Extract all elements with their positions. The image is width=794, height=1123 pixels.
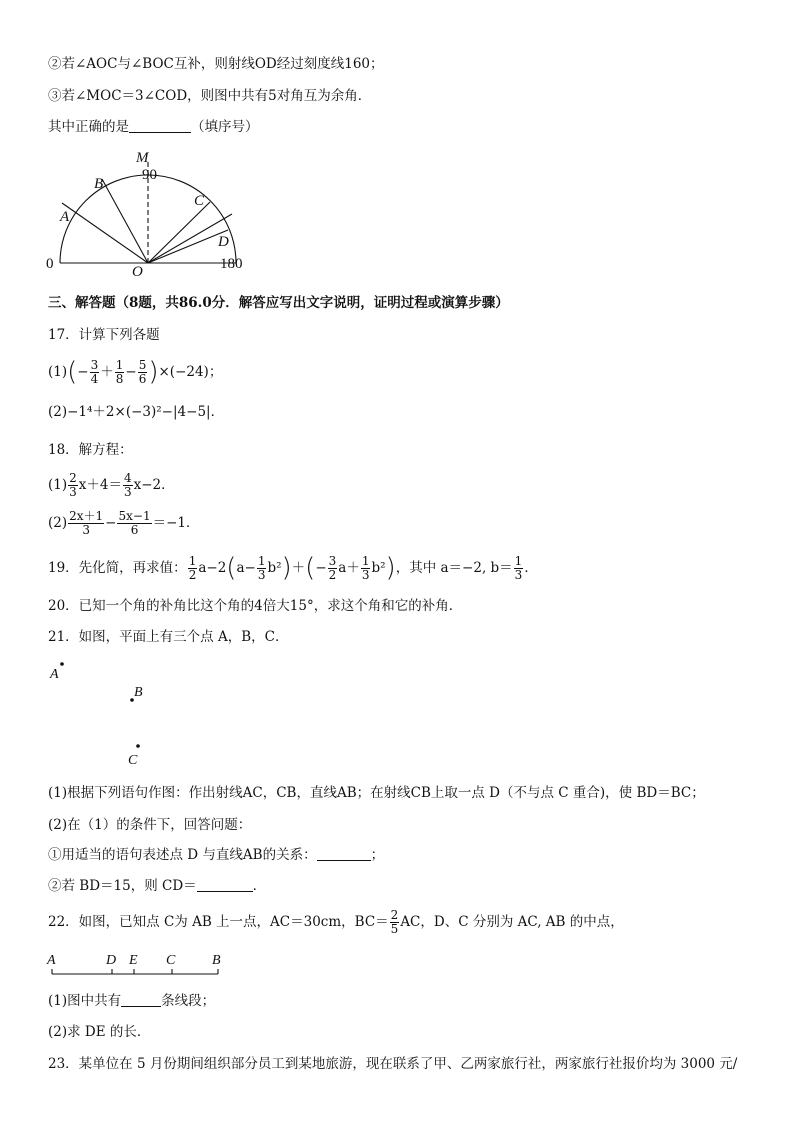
label-B: B xyxy=(94,176,104,192)
protractor-diagram xyxy=(40,146,260,276)
q19-frac-1-2: $\frac{1}{2}$ xyxy=(188,553,197,582)
q22-title-b: AC，D、C 分别为 AC, AB 的中点， xyxy=(400,914,624,930)
label-seg-E: E xyxy=(129,953,138,968)
label-90: 90 xyxy=(142,167,157,183)
q18-part2: (2) $\frac{2x+1}{3}$ − $\frac{5x-1}{6}$ ＝−1． xyxy=(48,508,200,537)
q21-sub2 xyxy=(48,876,266,896)
q19-frac-1-3: $\frac{1}{3}$ xyxy=(257,553,266,582)
q17-part1-tail: ×(−24)； xyxy=(158,364,223,380)
q22-part1 xyxy=(48,991,215,1011)
q21-title: 21．如图，平面上有三个点 A，B，C． xyxy=(48,629,289,645)
q17-right-paren: ) xyxy=(148,357,159,387)
q21-sub1-text: ①用适当的语句表述点 D 与直线AB的关系： xyxy=(48,847,317,863)
q22-part1-end: 条线段； xyxy=(161,993,216,1009)
q19-frac-3-2: $\frac{3}{2}$ xyxy=(328,553,337,582)
q19-end: ． xyxy=(524,560,538,576)
q17-frac-3-4: $\frac{3}{4}$ xyxy=(90,357,99,386)
label-seg-C: C xyxy=(166,953,176,968)
q18-frac-4-3: $\frac{4}{3}$ xyxy=(123,470,132,499)
q22-segment-diagram xyxy=(46,950,236,984)
q17-frac-5-6: $\frac{5}{6}$ xyxy=(138,357,147,386)
q21-sub1-end: ； xyxy=(370,847,385,863)
q22-title-a: 22．如图，已知点 C为 AB 上一点，AC＝30cm，BC＝ xyxy=(48,914,389,930)
q16-answer-blank[interactable] xyxy=(129,118,191,133)
q19-frac-1-3b: $\frac{1}{3}$ xyxy=(361,553,370,582)
ray-OB xyxy=(102,179,148,263)
q21-sub2-text: ②若 BD＝15，则 CD＝ xyxy=(48,878,197,894)
q16-answer-line xyxy=(48,117,259,137)
q18-part1-tail: x−2． xyxy=(133,477,175,493)
q21-sub1 xyxy=(48,845,384,865)
q19-prefix: 19．先化简，再求值： xyxy=(48,560,187,576)
ray-OA xyxy=(62,203,148,263)
q17-left-paren: ( xyxy=(67,357,78,387)
q17-frac-1-8: $\frac{1}{8}$ xyxy=(115,357,124,386)
q18-part2-tail: ＝−1． xyxy=(152,515,200,531)
q22-frac-2-5: $\frac{2}{5}$ xyxy=(390,907,399,936)
point-C xyxy=(136,744,140,748)
q17-part1: (1) ( − $\frac{3}{4}$ ＋ $\frac{1}{8}$ − $\frac{5}{6}$ ) ×(−24)； xyxy=(48,357,223,387)
q22-part1-blank[interactable] xyxy=(121,992,161,1007)
label-D: D xyxy=(218,234,229,250)
q19-condition: ，其中 a＝−2, b＝ xyxy=(395,560,513,576)
label-point-A: A xyxy=(50,667,59,682)
q17-part2: (2)−1⁴＋2×(−3)²−|4−5|． xyxy=(48,404,225,420)
label-seg-D: D xyxy=(106,953,117,968)
label-180: 180 xyxy=(220,256,243,272)
q20-text: 20．已知一个角的补角比这个角的4倍大15°，求这个角和它的补角． xyxy=(48,598,463,614)
q17-title: 17．计算下列各题 xyxy=(48,327,160,343)
q18-part1-label: (1) xyxy=(48,477,68,493)
q18-title: 18．解方程： xyxy=(48,442,133,458)
label-O: O xyxy=(132,264,143,276)
q16-item-3: ③若∠MOC＝3∠COD，则图中共有5对角互为余角． xyxy=(48,88,372,104)
q16-answer-prompt: 其中正确的是 xyxy=(48,119,129,135)
q18-part2-label: (2) xyxy=(48,515,68,531)
q18-part1-mid: x＋4＝ xyxy=(78,477,122,493)
q18-frac-2x1-3: $\frac{2x+1}{3}$ xyxy=(69,508,104,537)
q21-sub1-blank[interactable] xyxy=(317,846,371,861)
q17-part1-label: (1) xyxy=(48,364,68,380)
label-0: 0 xyxy=(46,256,54,272)
q19-frac-b-value: $\frac{1}{3}$ xyxy=(514,553,523,582)
q21-part2: (2)在（1）的条件下，回答问题： xyxy=(48,817,252,833)
label-M: M xyxy=(136,150,149,166)
q21-points-diagram xyxy=(46,658,186,768)
label-C: C xyxy=(194,193,205,209)
q22-part2: (2)求 DE 的长． xyxy=(48,1024,151,1040)
label-seg-B: B xyxy=(212,953,221,968)
q18-frac-2-3: $\frac{2}{3}$ xyxy=(69,470,77,499)
q21-sub2-blank[interactable] xyxy=(197,877,253,892)
label-seg-A: A xyxy=(47,953,56,968)
ray-OD xyxy=(148,230,228,263)
label-A: A xyxy=(60,209,70,225)
section-3-heading: 三、解答题（8题，共86.0分．解答应写出文字说明，证明过程或演算步骤） xyxy=(48,295,509,311)
q22-title xyxy=(48,906,624,938)
q22-part1-text: (1)图中共有 xyxy=(48,993,122,1009)
q21-sub2-end: ． xyxy=(252,878,267,894)
label-point-B: B xyxy=(134,685,143,700)
label-point-C: C xyxy=(128,753,138,768)
point-A xyxy=(60,662,64,666)
q21-part1: (1)根据下列语句作图：作出射线AC，CB，直线AB；在射线CB上取一点 D（不与点 C 重合)，使 BD＝BC； xyxy=(48,785,705,801)
q19-line: 19．先化简，再求值： $\frac{1}{2}$ a−2 ( a− $\frac{1}{3}$ b² ) ＋ ( − $\frac{3}{2}$ a＋ $\frac{1}{3}$ b² ) ，其中 a＝−2, b＝ $\frac{1}{3}$ ． xyxy=(48,553,538,583)
q23-text: 23．某单位在 5 月份期间组织部分员工到某地旅游，现在联系了甲、乙两家旅行社，两家旅行社报价均为 3000 元/ xyxy=(48,1056,738,1072)
q16-item-2: ②若∠AOC与∠BOC互补，则射线OD经过刻度线160； xyxy=(48,56,384,72)
q18-frac-5x1-6: $\frac{5x-1}{6}$ xyxy=(118,508,151,537)
q18-part1 xyxy=(48,470,175,500)
q16-answer-hint: （填序号） xyxy=(191,119,259,135)
